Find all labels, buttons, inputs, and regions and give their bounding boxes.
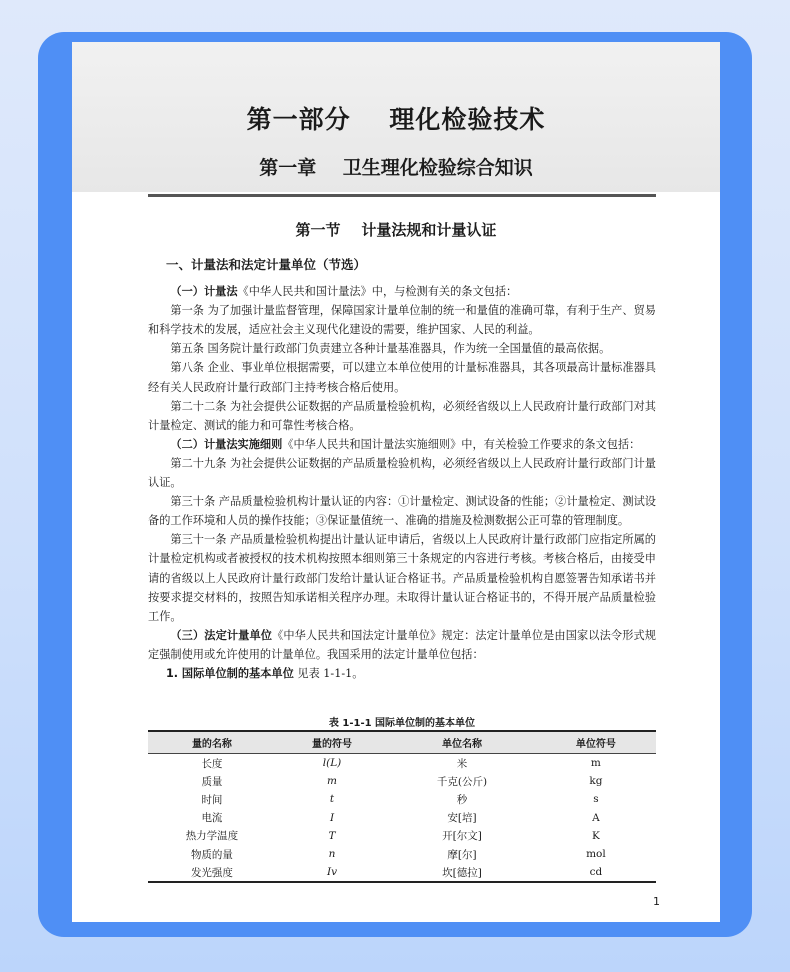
paragraph	[148, 435, 656, 454]
subheading-lead: 1. 国际单位制的基本单位	[166, 666, 294, 680]
column-header: 单位名称	[388, 731, 536, 754]
paragraph-text: 第三十一条 产品质量检验机构提出计量认证申请后，省级以上人民政府计量行政部门应指定所属的计量检定机构或者被授权的技术机构按照本细则第三十条规定的内容进行考核。考核合格后，由接受申请的省级以上人民政府计量行政部门发给计量认证合格证书。产品质量检验机构自愿签署告知承诺书并按要求提交材料的，按照告知承诺相关程序办理。未取得计量认证合格证书的，不得开展产品质量检验工作。	[148, 533, 656, 623]
table-cell: 坎[德拉]	[388, 863, 536, 882]
table-cell: I	[329, 811, 335, 824]
paragraph-text: 第三十条 产品质量检验机构计量认证的内容：①计量检定、测试设备的性能；②计量检定、测试设备的工作环境和人员的操作技能；③保证量值统一、准确的措施及检测数据公正可靠的管理制度。	[148, 495, 656, 528]
table-cell: l(L)	[322, 757, 342, 770]
table-cell: 物质的量	[190, 848, 233, 861]
table-cell: cd	[536, 863, 656, 882]
paragraph-text: 第八条 企业、事业单位根据需要，可以建立本单位使用的计量标准器具，其各项最高计量标准器具经有关人民政府计量行政部门主持考核合格后使用。	[148, 361, 656, 394]
table-row	[148, 754, 656, 773]
column-header: 量的名称	[148, 731, 276, 754]
table-cell: A	[592, 811, 600, 824]
paragraph	[148, 626, 656, 664]
table-row	[148, 845, 656, 863]
table-row	[148, 827, 656, 845]
table-row	[148, 809, 656, 827]
table-cell: 时间	[201, 793, 223, 806]
table-cell: 质量	[201, 775, 223, 788]
paragraph	[148, 454, 656, 492]
paragraph-text: 第二十二条 为社会提供公证数据的产品质量检验机构，必须经省级以上人民政府计量行政部门对其计量检定、测试的能力和可靠性考核合格。	[148, 399, 656, 432]
paragraph	[148, 301, 656, 339]
chapter-title: 第一章 卫生理化检验综合知识	[259, 157, 533, 179]
table-cell: T	[328, 829, 336, 842]
paragraph	[148, 339, 656, 358]
body-text	[148, 255, 656, 683]
table-row	[148, 772, 656, 790]
table-cell: 热力学温度	[185, 830, 239, 843]
section-title: 第一节 计量法规和计量认证	[295, 221, 497, 239]
paragraph	[148, 397, 656, 435]
paragraph-text: 第五条 国务院计量行政部门负责建立各种计量基准器具，作为统一全国量值的最高依据。	[170, 342, 611, 356]
column-header: 单位符号	[536, 731, 656, 754]
si-base-units-table	[148, 730, 656, 883]
table-cell: s	[593, 793, 599, 806]
table-cell: m	[590, 757, 601, 770]
table-cell: kg	[589, 775, 603, 788]
paragraph-text: 第一条 为了加强计量监督管理，保障国家计量单位制的统一和量值的准确可靠，有利于生产、贸易和科学技术的发展，适应社会主义现代化建设的需要，维护国家、人民的利益。	[148, 304, 656, 337]
paragraph-lead: （一）计量法	[170, 285, 238, 299]
subheading	[166, 664, 656, 683]
table-cell: 米	[456, 757, 468, 770]
table-header-row	[148, 731, 656, 754]
table-row	[148, 790, 656, 808]
header-divider	[148, 194, 656, 197]
table-cell: 开[尔文]	[442, 830, 482, 843]
paragraph	[148, 492, 656, 530]
page-number: 1	[653, 895, 660, 908]
table-cell: t	[329, 793, 335, 806]
table-cell: Iv	[276, 863, 388, 882]
document-page	[72, 42, 720, 922]
paragraph-text: 《中华人民共和国法定计量单位》规定：法定计量单位是由国家以法令形式规定强制使用或允许使用的计量单位。我国采用的法定计量单位包括：	[148, 628, 656, 661]
paragraph-lead: （二）计量法实施细则	[170, 437, 283, 451]
paragraph	[148, 282, 656, 301]
subheading-text: 见表 1-1-1。	[297, 666, 364, 680]
table-cell: 电流	[201, 812, 223, 825]
table-caption: 表 1-1-1 国际单位制的基本单位	[328, 718, 476, 729]
table-cell: 发光强度	[148, 863, 276, 882]
paragraph-text: 《中华人民共和国计量法实施细则》中，有关检验工作要求的条文包括：	[282, 437, 641, 451]
table-row	[148, 863, 656, 882]
paragraph-text: 《中华人民共和国计量法》中，与检测有关的条文包括：	[237, 285, 518, 299]
part-title: 第一部分 理化检验技术	[246, 105, 546, 134]
table-cell: 秒	[456, 793, 468, 806]
paragraph	[148, 358, 656, 396]
table-cell: K	[591, 829, 600, 842]
table-cell: 安[培]	[447, 812, 477, 825]
table-cell: 长度	[201, 757, 223, 770]
table-cell: m	[327, 775, 337, 788]
table-cell: n	[328, 848, 336, 861]
heading-1: 一、计量法和法定计量单位（节选）	[166, 257, 367, 272]
table-cell: 摩[尔]	[447, 848, 477, 861]
paragraph	[148, 530, 656, 625]
table-cell: mol	[586, 848, 606, 861]
table-cell: 千克(公斤)	[436, 775, 488, 788]
column-header: 量的符号	[276, 731, 388, 754]
paragraph-text: 第二十九条 为社会提供公证数据的产品质量检验机构，必须经省级以上人民政府计量行政部门计量认证。	[148, 456, 656, 490]
paragraph-lead: （三）法定计量单位	[170, 628, 273, 642]
